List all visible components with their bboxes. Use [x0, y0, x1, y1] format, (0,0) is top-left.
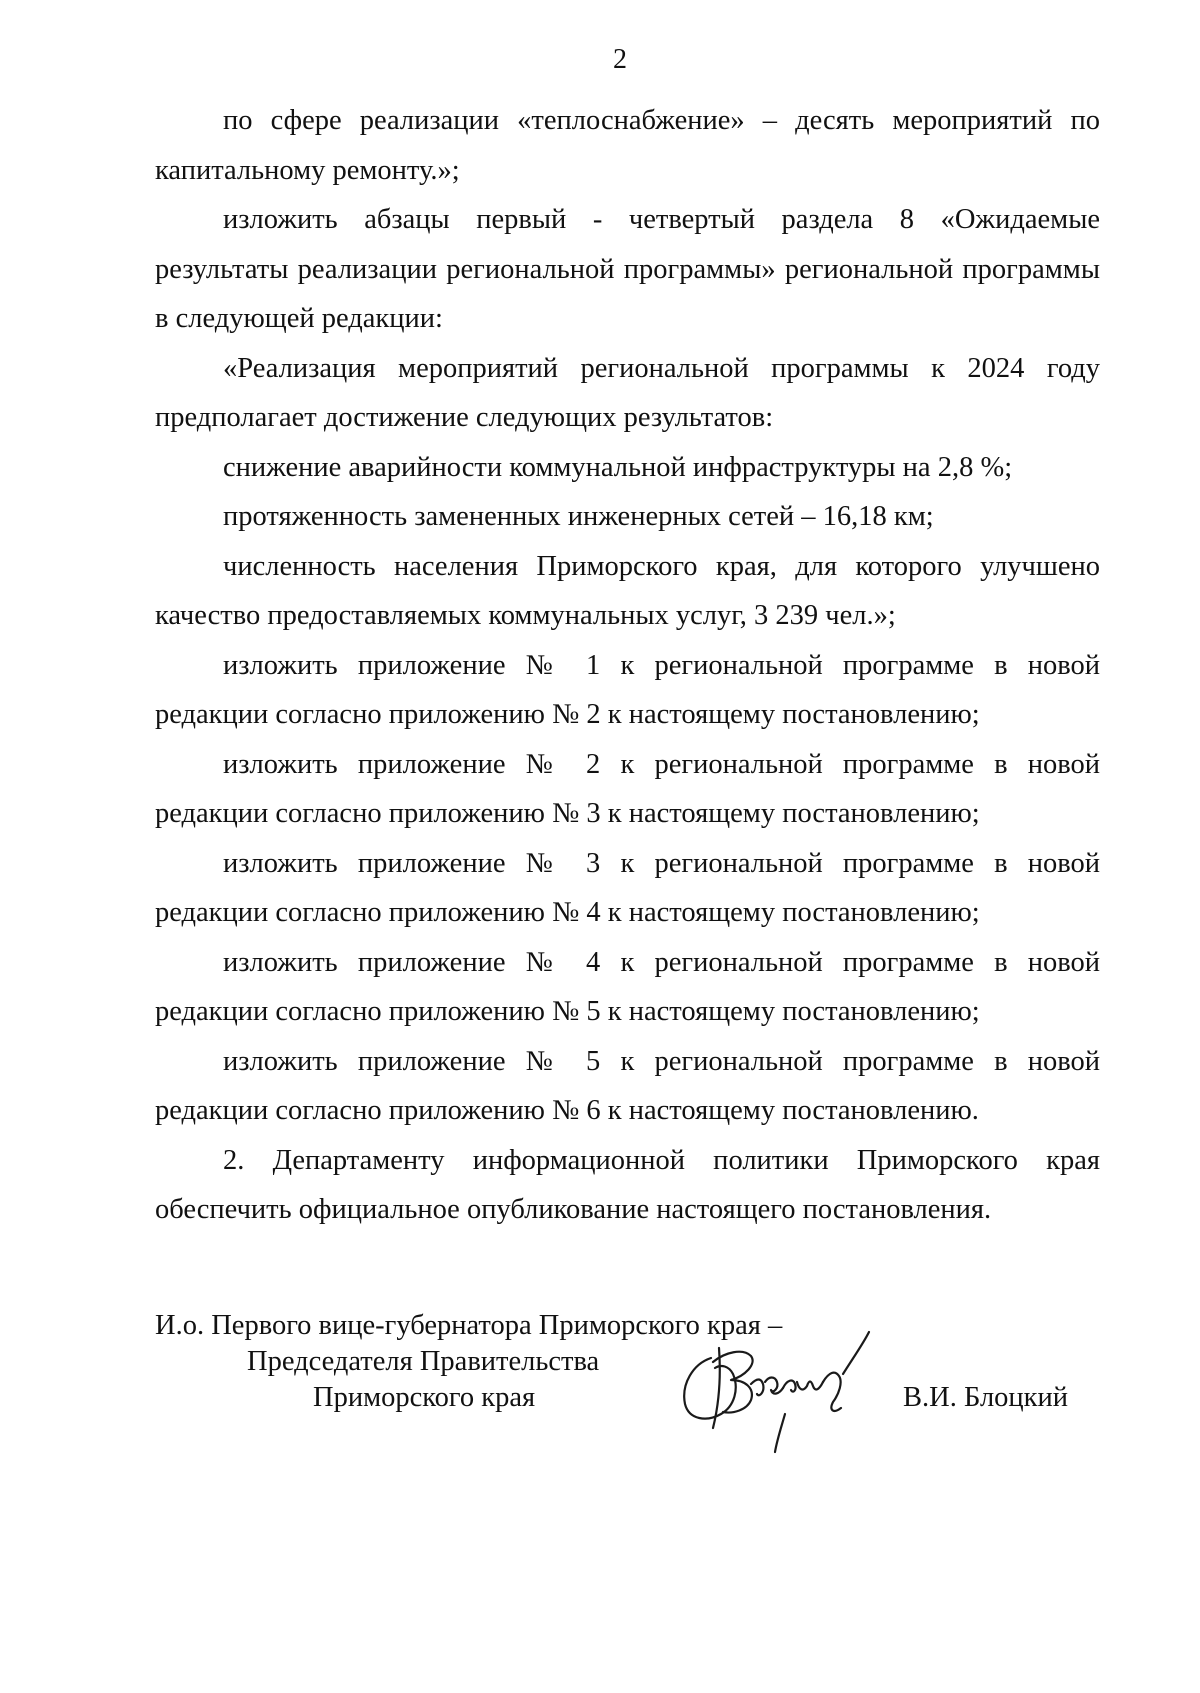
handwritten-signature	[673, 1318, 873, 1458]
signatory-position-line: Председателя Правительства	[247, 1346, 600, 1377]
paragraph: «Реализация мероприятий региональной программы к 2024 году предполагает достижение следующих результатов:	[155, 352, 1100, 433]
paragraph: по сфере реализации «теплоснабжение» – десять мероприятий по капитальному ремонту.»;	[155, 105, 1100, 186]
page-number: 2	[613, 44, 627, 75]
paragraph: изложить приложение № 1 к региональной программе в новой редакции согласно приложению № 2 к настоящему постановлению;	[155, 649, 1100, 730]
document-body	[155, 96, 1100, 1235]
paragraph: изложить приложение № 5 к региональной программе в новой редакции согласно приложению № 6 к настоящему постановлению.	[155, 1045, 1100, 1126]
paragraph: изложить приложение № 2 к региональной программе в новой редакции согласно приложению № 3 к настоящему постановлению;	[155, 748, 1100, 829]
signatory-name: В.И. Блоцкий	[903, 1382, 1069, 1413]
paragraph: 2. Департаменту информационной политики Приморского края обеспечить официальное опубликование настоящего постановления.	[155, 1144, 1100, 1225]
paragraph: снижение аварийности коммунальной инфраструктуры на 2,8 %;	[223, 451, 1013, 483]
paragraph: изложить приложение № 4 к региональной программе в новой редакции согласно приложению № 5 к настоящему постановлению;	[155, 946, 1100, 1027]
paragraph: изложить абзацы первый - четвертый раздела 8 «Ожидаемые результаты реализации региональной программы» региональной программы в следующей редакции:	[155, 204, 1100, 334]
paragraph: численность населения Приморского края, для которого улучшено качество предоставляемых коммунальных услуг, 3 239 чел.»;	[155, 550, 1100, 631]
paragraph: изложить приложение № 3 к региональной программе в новой редакции согласно приложению № 4 к настоящему постановлению;	[155, 847, 1100, 928]
signatory-position-line: И.о. Первого вице-губернатора Приморского края –	[155, 1310, 783, 1341]
signatory-position-line: Приморского края	[313, 1382, 536, 1413]
signature-block	[155, 1308, 1115, 1468]
paragraph: протяженность замененных инженерных сетей – 16,18 км;	[223, 501, 934, 532]
